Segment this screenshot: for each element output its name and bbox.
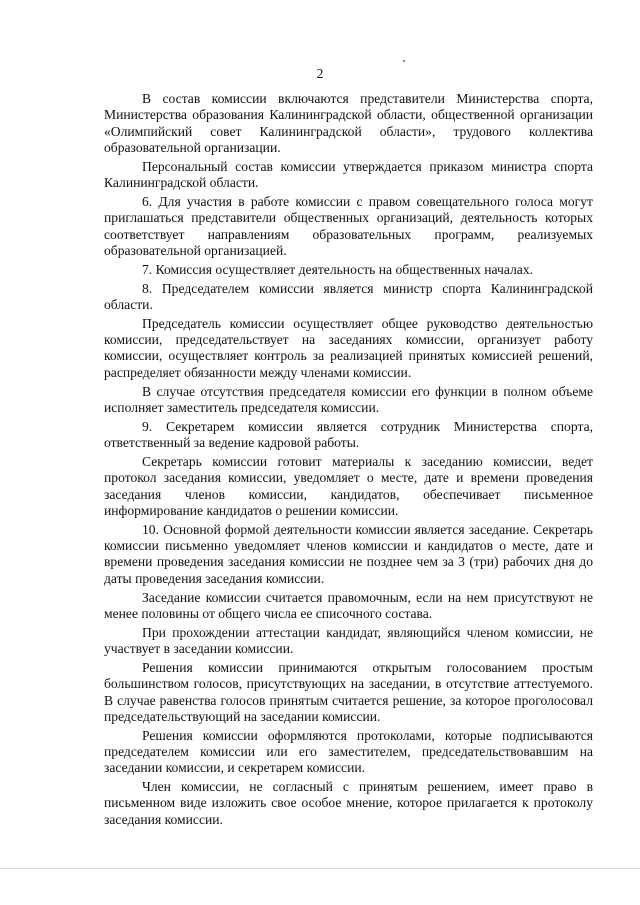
paragraph: Член комиссии, не согласный с принятым решением, имеет право в письменном виде изложить свое особое мнение, которое прилагается к протоколу заседания комиссии. bbox=[104, 779, 593, 827]
scan-speck bbox=[403, 60, 405, 62]
paragraph: При прохождении аттестации кандидат, являющийся членом комиссии, не участвует в заседании комиссии. bbox=[104, 624, 593, 657]
paragraph: Решения комиссии оформляются протоколами, которые подписываются председателем комиссии или его заместителем, председательствовавшим на заседании комиссии, и секретарем комиссии. bbox=[104, 727, 593, 776]
page-number: 2 bbox=[316, 66, 324, 81]
paragraph: Председатель комиссии осуществляет общее руководство деятельностью комиссии, председательствует на заседаниях комиссии, организует работу комиссии, осуществляет контроль за реализацией принятых комиссией решений, распределяет обязанности между членами комиссии. bbox=[104, 315, 593, 380]
paragraph: В состав комиссии включаются представители Министерства спорта, Министерства образования Калининградской области, общественной организации «Олимпийский совет Калининградской области», трудового коллектива образовательной организации. bbox=[104, 91, 593, 155]
page-bottom-divider bbox=[0, 868, 640, 869]
document-body bbox=[104, 91, 593, 831]
paragraph: 8. Председателем комиссии является министр спорта Калининградской области. bbox=[104, 280, 593, 312]
paragraph: Заседание комиссии считается правомочным, если на нем присутствуют не менее половины от общего числа ее списочного состава. bbox=[104, 589, 593, 621]
paragraph: 10. Основной формой деятельности комиссии является заседание. Секретарь комиссии письменно уведомляет членов комиссии и кандидатов о месте, дате и времени проведения заседания комиссии не позднее чем за 3 (три) рабочих дня до даты проведения заседания комиссии. bbox=[104, 521, 593, 586]
paragraph: В случае отсутствия председателя комиссии его функции в полном объеме исполняет заместитель председателя комиссии. bbox=[104, 383, 593, 415]
paragraph: 7. Комиссия осуществляет деятельность на общественных началах. bbox=[142, 261, 534, 277]
paragraph: 6. Для участия в работе комиссии с правом совещательного голоса могут приглашаться представители общественных организаций, деятельность которых соответствует направлениям образовательных программ, реализуемых образовательной организацией. bbox=[104, 193, 593, 258]
paragraph: Секретарь комиссии готовит материалы к заседанию комиссии, ведет протокол заседания комиссии, уведомляет о месте, дате и времени проведения заседания членов комиссии, кандидатов, обеспечивает письменное информирование кандидатов о решении комиссии. bbox=[104, 453, 593, 518]
paragraph: 9. Секретарем комиссии является сотрудник Министерства спорта, ответственный за ведение кадровой работы. bbox=[104, 418, 593, 451]
paragraph: Решения комиссии принимаются открытым голосованием простым большинством голосов, присутствующих на заседании, в отсутствие аттестуемого. В случае равенства голосов принятым считается решение, за которое проголосовал председательствующий на заседании комиссии. bbox=[104, 659, 593, 724]
paragraph: Персональный состав комиссии утверждается приказом министра спорта Калининградской области. bbox=[104, 158, 593, 191]
